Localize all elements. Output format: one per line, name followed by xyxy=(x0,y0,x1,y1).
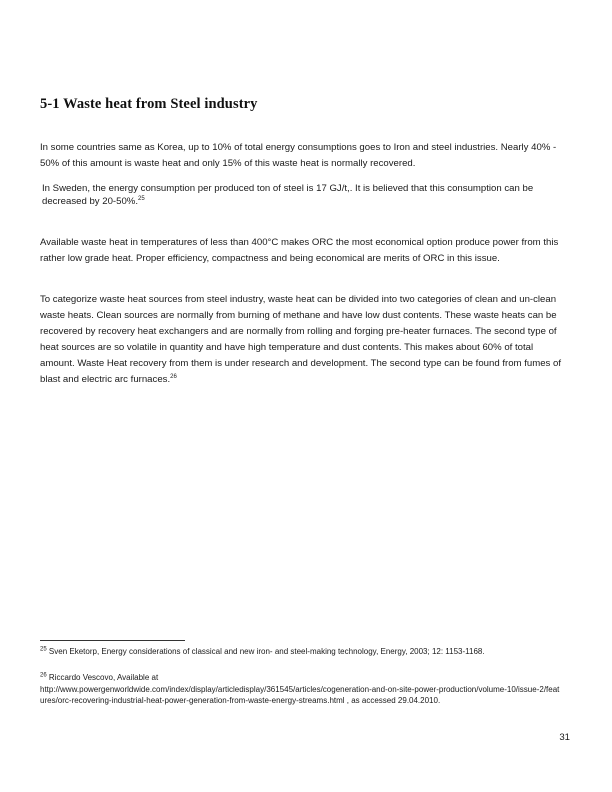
footnote-26-text: Riccardo Vescovo, Available at xyxy=(48,673,159,682)
footnote-divider xyxy=(40,640,185,641)
section-heading: 5-1 Waste heat from Steel industry xyxy=(40,96,258,112)
paragraph-korea-text: In some countries same as Korea, up to 10% of total energy consumptions goes to Iron and steel industries. Nearly 40% - 50% of this amount is waste heat and only 15% of this waste heat is normally recovered. xyxy=(40,142,557,169)
footnote-25-text: Sven Eketorp, Energy considerations of classical and new iron- and steel-making technology, Energy, 2003; 12: 1153-1168. xyxy=(48,647,485,656)
paragraph-categories xyxy=(40,292,570,388)
paragraph-korea xyxy=(40,140,570,172)
footnote-26-url[interactable]: http://www.powergenworldwide.com/index/display/articledisplay/361545/articles/cogeneration-and-on-site-power-production/volume-10/issue-2/features/orc-recovering-industrial-heat-power-generation-from-waste-energy-streams.html , as accessed 29.04.2010. xyxy=(40,684,560,705)
paragraph-sweden-text: In Sweden, the energy consumption per produced ton of steel is 17 GJ/t,. It is believed that this consumption can be decreased by 20-50%. xyxy=(42,183,534,207)
paragraph-orc xyxy=(40,235,570,267)
footnote-ref-25[interactable]: 25 xyxy=(138,195,145,202)
footnote-ref-26[interactable]: 26 xyxy=(170,373,177,380)
footnote-25 xyxy=(40,646,560,658)
paragraph-sweden xyxy=(42,182,562,208)
paragraph-categories-text: To categorize waste heat sources from steel industry, waste heat can be divided into two categories of clean and un-clean waste heats. Clean sources are normally from burning of methane and have low dust contents. These waste heats can be recovered by recovery heat exchangers and are normally from rolling and forging pre-heater furnaces. The second type of heat sources are so volatile in quantity and have high temperature and dust contents. This makes about 60% of total amount. Waste Heat recovery from them is under research and development. The second type can be found from fumes of blast and electric arc furnaces. xyxy=(40,294,561,385)
footnote-26-mark: 26 xyxy=(40,672,47,679)
footnote-25-mark: 25 xyxy=(40,646,47,653)
footnote-26 xyxy=(40,672,560,707)
paragraph-orc-text: Available waste heat in temperatures of less than 400°C makes ORC the most economical option produce power from this rather low grade heat. Proper efficiency, compactness and being economical are merits of ORC in this issue. xyxy=(40,237,559,264)
page-number: 31 xyxy=(559,732,570,743)
